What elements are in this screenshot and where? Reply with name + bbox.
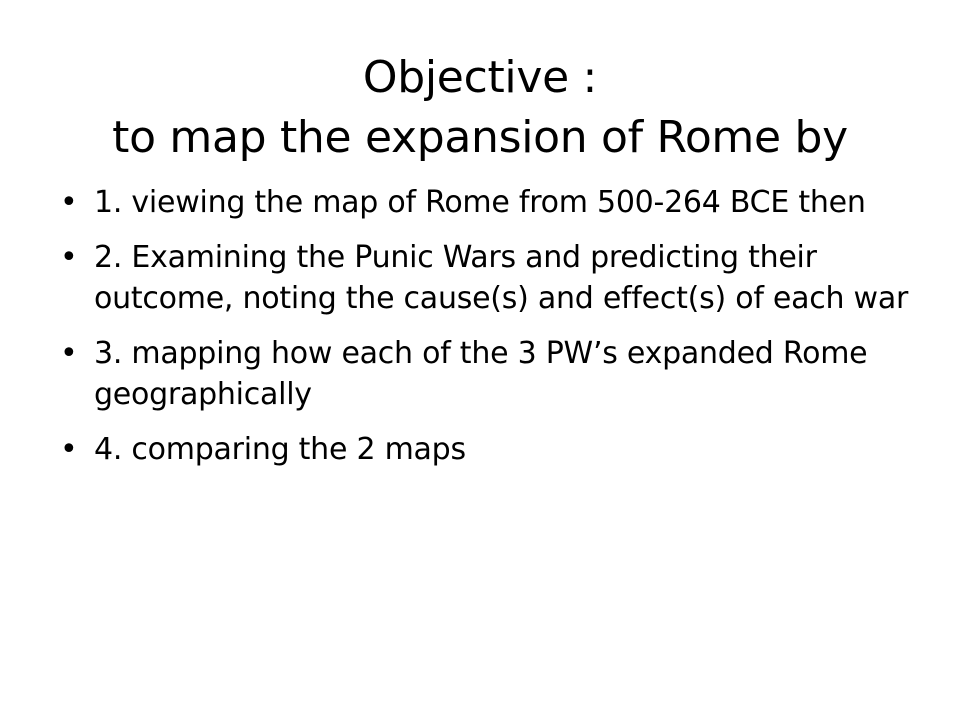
- bullet-item-4: [60, 429, 910, 470]
- bullet-list: [60, 182, 910, 484]
- slide-title: [48, 48, 912, 168]
- bullet-item-2: [60, 237, 910, 319]
- title-line-1: Objective :: [362, 52, 598, 103]
- bullet-item-1: [60, 182, 910, 223]
- bullet-text: 2. Examining the Punic Wars and predicting their outcome, noting the cause(s) and effect(s) of each war: [94, 240, 909, 316]
- bullet-item-3: [60, 333, 910, 415]
- title-line-2: to map the expansion of Rome by: [112, 112, 848, 163]
- bullet-text: 1. viewing the map of Rome from 500-264 BCE then: [94, 185, 866, 220]
- bullet-icon: •: [60, 240, 78, 275]
- bullet-icon: •: [60, 185, 78, 220]
- bullet-icon: •: [60, 336, 78, 371]
- bullet-text: 3. mapping how each of the 3 PW’s expanded Rome geographically: [94, 336, 868, 412]
- bullet-icon: •: [60, 432, 78, 467]
- bullet-text: 4. comparing the 2 maps: [94, 432, 466, 467]
